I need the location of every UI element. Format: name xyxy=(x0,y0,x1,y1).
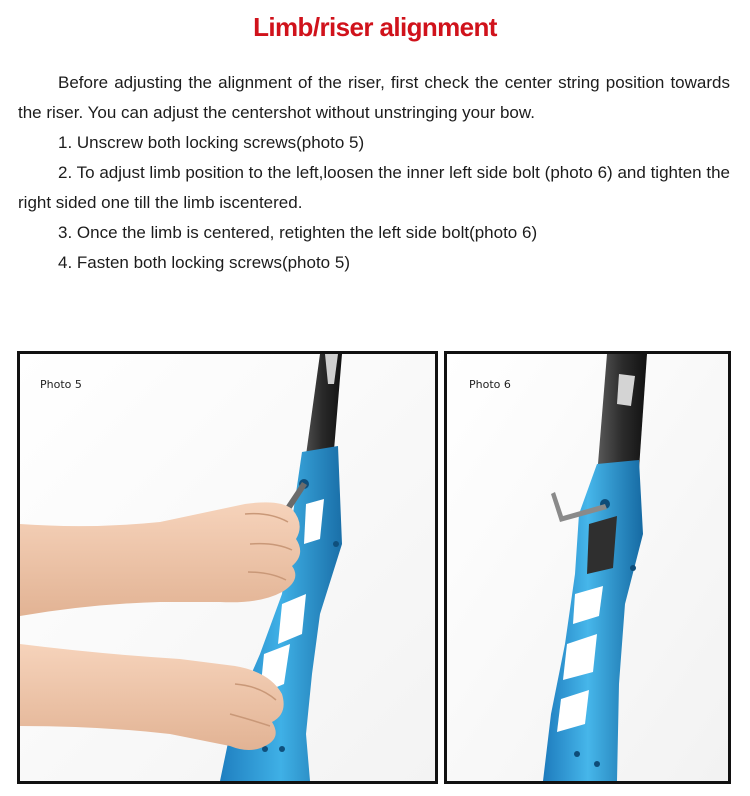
page-title: Limb/riser alignment xyxy=(253,12,497,42)
photo-5-image xyxy=(20,354,435,781)
intro-paragraph: Before adjusting the alignment of the riser, first check the center string position towards the riser. You can adjust the centershot without unstringing your bow. xyxy=(18,73,730,122)
step-3: 3. Once the limb is centered, retighten the left side bolt(photo 6) xyxy=(58,223,538,242)
photo-6-frame xyxy=(444,351,731,784)
instructions xyxy=(18,68,730,278)
photo-5-frame xyxy=(17,351,438,784)
photo-5-label: Photo 5 xyxy=(40,378,82,391)
step-4: 4. Fasten both locking screws(photo 5) xyxy=(58,253,350,272)
photo-6-label: Photo 6 xyxy=(469,378,511,391)
step-2: 2. To adjust limb position to the left,loosen the inner left side bolt (photo 6) and tighten the right sided one till the limb iscentered. xyxy=(18,163,730,212)
step-1: 1. Unscrew both locking screws(photo 5) xyxy=(58,133,365,152)
photo-6-image xyxy=(447,354,728,781)
